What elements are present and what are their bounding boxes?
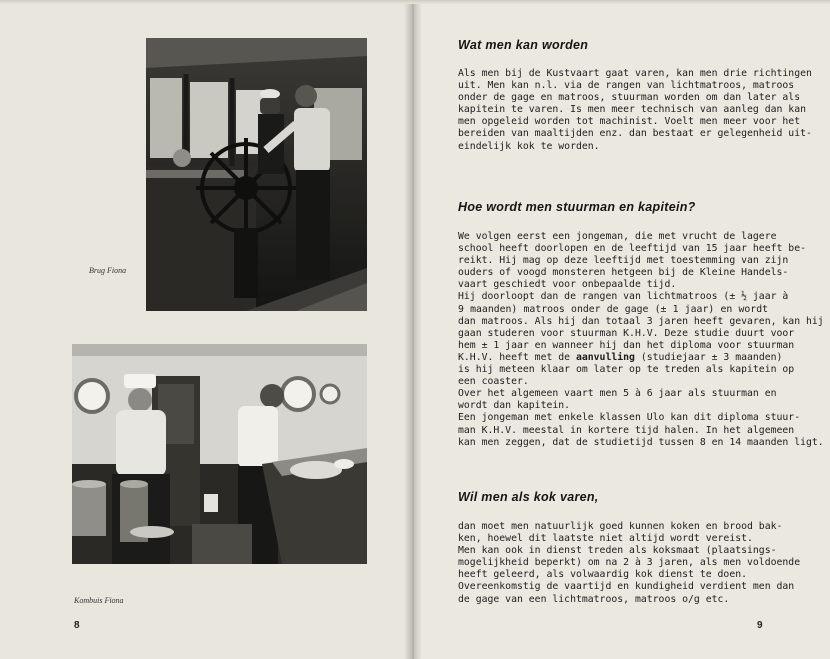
section-heading-careers: Wat men kan worden <box>458 38 589 52</box>
text-line: 9 maanden) matroos onder de gage (± 1 jaar) en wordt <box>458 303 768 315</box>
text-line: ouders of voogd monsteren hetgeen bij de Kleine Handels- <box>458 267 789 279</box>
text-line: Hij doorloopt dan de rangen van lichtmatroos (± ½ jaar à <box>458 291 789 303</box>
text-line: uit. Men kan n.l. via de rangen van lichtmatroos, matroos <box>458 80 795 92</box>
text-line: dan moet men natuurlijk goed kunnen koken en brood bak- <box>458 521 783 532</box>
text-line: bereiden van maaltijden enz. dan bestaat er gelegenheid uit- <box>458 128 812 140</box>
text-line: men opgeleid worden tot machinist. Voelt men meer voor het <box>458 116 801 128</box>
left-page <box>0 0 412 659</box>
text-line: Als men bij de Kustvaart gaat varen, kan men drie richtingen <box>458 68 812 79</box>
galley-photo-caption: Kombuis Fiona <box>74 596 124 605</box>
text-line: mogelijkheid beperkt) om na 2 à 3 jaren, als men voldoende <box>458 557 801 569</box>
text-line: een coaster. <box>458 376 529 388</box>
page-number-right: 9 <box>757 620 763 631</box>
text-line: Overeenkomstig de vaartijd en kundigheid verdient men dan <box>458 581 795 593</box>
section-body-cook <box>458 521 801 606</box>
section-body-careers <box>458 68 812 153</box>
text-line: kapitein te varen. Is men meer technisch van aanleg dan kan <box>458 104 806 116</box>
section-heading-cook: Wil men als kok varen, <box>458 490 599 504</box>
text-line: kan men zeggen, dat de studietijd tussen 8 en 14 maanden ligt. <box>458 436 824 448</box>
text-line: gaan studeren voor stuurman K.H.V. Deze studie duurt voor <box>458 327 795 339</box>
text-line: man K.H.V. meestal in kortere tijd halen. In het algemeen <box>458 424 795 436</box>
text-line: hem ± 1 jaar en wanneer hij dan het diploma voor stuurman <box>458 339 795 351</box>
text-line: heeft geleerd, als volwaardig kok dienst te doen. <box>458 569 748 581</box>
text-line: Men kan ook in dienst treden als koksmaat (plaatsings- <box>458 545 777 557</box>
text-line: wordt dan kapitein. <box>458 400 571 412</box>
text-line: Over het algemeen vaart men 5 à 6 jaar als stuurman en <box>458 388 777 400</box>
bridge-photo <box>146 38 367 311</box>
gutter-shadow <box>404 0 422 659</box>
text-line: We volgen eerst een jongeman, die met vrucht de lagere <box>458 231 777 242</box>
text-line: onder de gage en matroos, stuurman worden om dan later als <box>458 92 801 104</box>
text-line: K.H.V. heeft met de aanvulling (studiejaar ± 3 maanden) <box>458 351 783 363</box>
text-line: reikt. Hij mag op deze leeftijd met toestemming van zijn <box>458 255 789 267</box>
page-edge <box>0 0 830 4</box>
text-line: Een jongeman met enkele klassen Ulo kan dit diploma stuur- <box>458 412 801 424</box>
page-number-left: 8 <box>74 620 80 631</box>
text-line: school heeft doorlopen en de leeftijd van 15 jaar heeft be- <box>458 243 806 255</box>
section-heading-mate-captain: Hoe wordt men stuurman en kapitein? <box>458 200 696 214</box>
emphasis-word: aanvulling <box>575 351 635 363</box>
bridge-photo-caption: Brug Fiona <box>89 266 127 275</box>
text-line: is hij meteen klaar om later op te treden als kapitein op <box>458 364 795 376</box>
text-line: ken, hoewel dit laatste niet altijd wordt vereist. <box>458 533 753 545</box>
text-line: dan matroos. Als hij dan totaal 3 jaren heeft gevaren, kan hij <box>458 315 824 327</box>
text-line: de gage van een lichtmatroos, matroos o/g etc. <box>458 593 730 605</box>
galley-photo <box>72 344 367 564</box>
section-body-mate-captain <box>458 231 824 449</box>
text-line: eindelijk kok te worden. <box>458 140 600 152</box>
text-line: vaart geschiedt voor onbepaalde tijd. <box>458 279 677 291</box>
